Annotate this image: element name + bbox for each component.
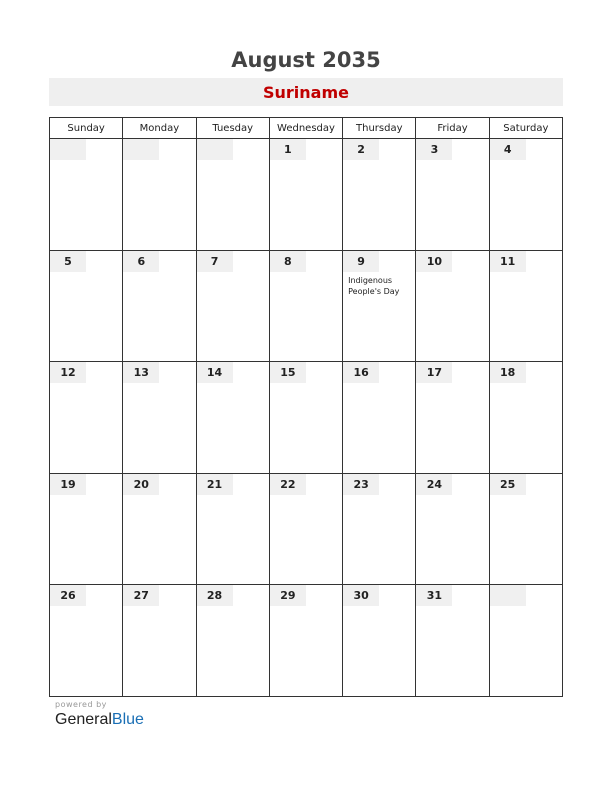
day-number: 21 — [197, 474, 233, 495]
calendar-day-cell — [489, 473, 562, 585]
calendar-day-cell — [343, 250, 416, 362]
calendar-day-cell — [50, 585, 123, 697]
calendar-day-cell — [416, 473, 489, 585]
calendar-day-cell — [50, 362, 123, 474]
day-number: 14 — [197, 362, 233, 383]
calendar-day-cell — [269, 473, 342, 585]
calendar-day-cell — [489, 585, 562, 697]
day-number: 22 — [270, 474, 306, 495]
calendar-day-cell — [269, 585, 342, 697]
day-number: 9 — [343, 251, 379, 272]
holiday-label: Indigenous People's Day — [348, 275, 400, 296]
calendar-day-cell — [416, 139, 489, 251]
day-number: 12 — [50, 362, 86, 383]
footer-logo — [55, 700, 144, 729]
day-number: 3 — [416, 139, 452, 160]
calendar-day-cell — [343, 139, 416, 251]
weekday-monday: Monday — [123, 118, 196, 139]
weekday-thursday: Thursday — [343, 118, 416, 139]
calendar-day-cell — [196, 585, 269, 697]
day-number: 24 — [416, 474, 452, 495]
country-banner — [49, 78, 563, 106]
calendar-day-cell — [489, 250, 562, 362]
brand-name-blue: Blue — [111, 711, 144, 728]
calendar-day-cell — [489, 139, 562, 251]
page-title: August 2035 — [231, 48, 381, 72]
calendar-day-cell — [123, 473, 196, 585]
day-number: 6 — [123, 251, 159, 272]
calendar-day-cell — [343, 473, 416, 585]
calendar-week-row — [50, 473, 563, 585]
calendar-week-row — [50, 250, 563, 362]
calendar-week-row — [50, 362, 563, 474]
brand-name-general: General — [55, 711, 112, 728]
day-number: 29 — [270, 585, 306, 606]
calendar-day-cell — [196, 362, 269, 474]
day-number — [197, 139, 233, 160]
calendar-day-cell — [123, 362, 196, 474]
calendar-day-cell — [196, 250, 269, 362]
day-number: 18 — [490, 362, 526, 383]
day-number: 5 — [50, 251, 86, 272]
day-number: 15 — [270, 362, 306, 383]
day-number: 25 — [490, 474, 526, 495]
calendar-week-row — [50, 139, 563, 251]
calendar-day-cell — [343, 585, 416, 697]
calendar-day-cell — [196, 139, 269, 251]
country-name: Suriname — [263, 83, 349, 102]
day-number: 27 — [123, 585, 159, 606]
calendar-week-row — [50, 585, 563, 697]
day-number: 11 — [490, 251, 526, 272]
day-number: 20 — [123, 474, 159, 495]
day-number: 1 — [270, 139, 306, 160]
day-number: 30 — [343, 585, 379, 606]
calendar-day-cell — [416, 250, 489, 362]
weekday-friday: Friday — [416, 118, 489, 139]
calendar-day-cell — [489, 362, 562, 474]
powered-by-label: powered by — [55, 700, 107, 709]
weekday-saturday: Saturday — [489, 118, 562, 139]
day-number: 28 — [197, 585, 233, 606]
calendar-day-cell — [50, 250, 123, 362]
day-number: 17 — [416, 362, 452, 383]
calendar-grid — [49, 117, 563, 697]
calendar-day-cell — [123, 250, 196, 362]
calendar-day-cell — [269, 362, 342, 474]
day-number: 2 — [343, 139, 379, 160]
weekday-wednesday: Wednesday — [269, 118, 342, 139]
day-number: 31 — [416, 585, 452, 606]
day-number: 7 — [197, 251, 233, 272]
calendar-day-cell — [50, 139, 123, 251]
day-number — [490, 585, 526, 606]
calendar-day-cell — [416, 585, 489, 697]
calendar-day-cell — [50, 473, 123, 585]
day-number: 16 — [343, 362, 379, 383]
day-number — [123, 139, 159, 160]
weekday-tuesday: Tuesday — [196, 118, 269, 139]
calendar-day-cell — [416, 362, 489, 474]
day-number: 13 — [123, 362, 159, 383]
calendar-day-cell — [269, 139, 342, 251]
calendar-day-cell — [123, 139, 196, 251]
weekday-sunday: Sunday — [50, 118, 123, 139]
day-number: 23 — [343, 474, 379, 495]
day-number: 4 — [490, 139, 526, 160]
calendar-day-cell — [123, 585, 196, 697]
day-number — [50, 139, 86, 160]
day-number: 26 — [50, 585, 86, 606]
day-number: 19 — [50, 474, 86, 495]
calendar-day-cell — [196, 473, 269, 585]
weekday-header-row — [50, 118, 563, 139]
day-number: 8 — [270, 251, 306, 272]
calendar-day-cell — [343, 362, 416, 474]
brand-logo — [55, 711, 144, 729]
day-number: 10 — [416, 251, 452, 272]
calendar-day-cell — [269, 250, 342, 362]
